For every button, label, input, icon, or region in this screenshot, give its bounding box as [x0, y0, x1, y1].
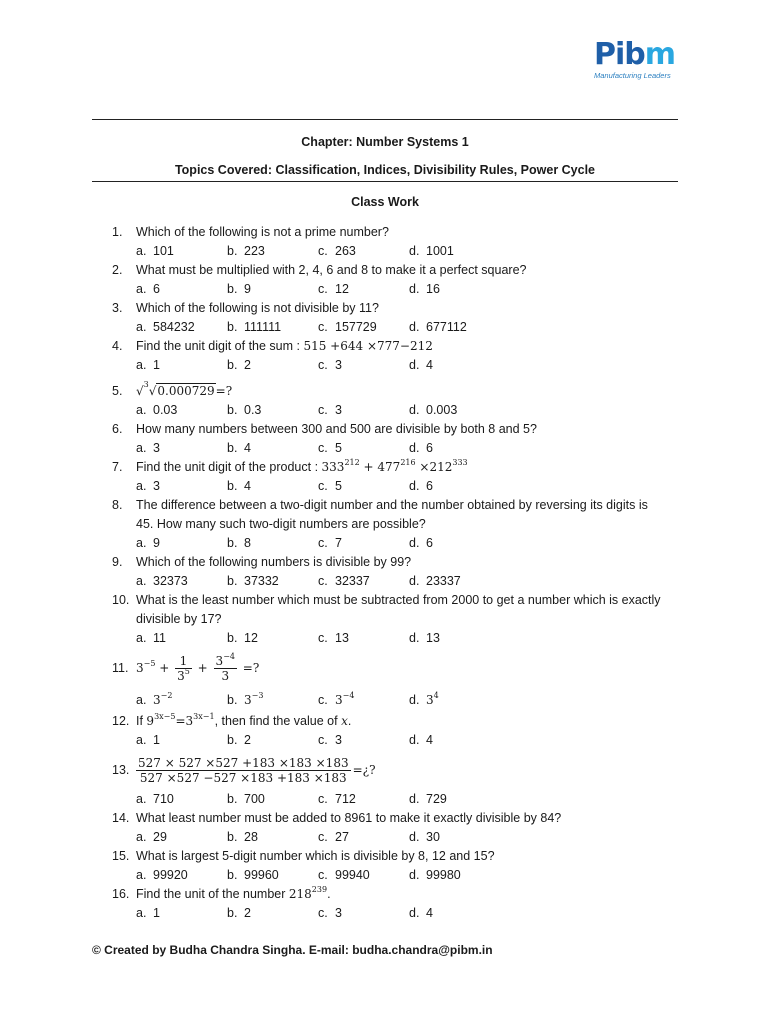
footer-credit: © Created by Budha Chandra Singha. E-mail: budha.chandra@pibm.in	[92, 943, 493, 957]
question-text: Which of the following numbers is divisible by 99?	[136, 555, 412, 569]
option-c: c. 5	[318, 441, 342, 455]
question-number: 3.	[112, 301, 123, 315]
option-d: d. 6	[409, 479, 433, 493]
question-text: Find the unit digit of the product :	[136, 460, 322, 474]
option-row	[136, 477, 682, 496]
option-a: a. 6	[136, 282, 160, 296]
option-b: b. 4	[227, 441, 251, 455]
option-b: b. 4	[227, 479, 251, 493]
question-text: How many numbers between 300 and 500 are divisible by both 8 and 5?	[136, 422, 537, 436]
option-d: d. $3^4$	[409, 691, 439, 707]
option-d: d. 99980	[409, 868, 461, 882]
option-b: b. 2	[227, 358, 251, 372]
math-expression: √$^3$√0.000729=?	[136, 380, 233, 398]
section-title: Class Work	[351, 195, 419, 209]
option-c: c. 3	[318, 733, 342, 747]
question-text: Find the unit digit of the sum :	[136, 339, 304, 353]
question-text: What least number must be added to 8961 to make it exactly divisible by 84?	[136, 811, 562, 825]
question-number: 9.	[112, 555, 123, 569]
question-text: The difference between a two-digit number and the number obtained by reversing its digits is	[136, 498, 648, 512]
option-row	[136, 439, 682, 458]
question-text-continued: 45. How many such two-digit numbers are possible?	[136, 517, 426, 531]
question-number: 2.	[112, 263, 123, 277]
option-c: c. 263	[318, 244, 356, 258]
option-c: c. 7	[318, 536, 342, 550]
option-row	[136, 534, 682, 553]
question-text: If	[136, 714, 147, 728]
option-c: c. $3^{-4}$	[318, 691, 355, 707]
option-row	[136, 629, 682, 648]
option-d: d. 0.003	[409, 403, 458, 417]
option-a: a. 9	[136, 536, 160, 550]
option-a: a. 0.03	[136, 403, 178, 417]
option-row	[136, 790, 682, 809]
question-number: 14.	[112, 811, 130, 825]
option-b: b. 37332	[227, 574, 279, 588]
question-2	[112, 261, 682, 299]
math-expression: $333^{212} + 477^{216} \times 212^{333}$	[321, 458, 468, 474]
top-rule	[92, 119, 678, 120]
option-a: a. 32373	[136, 574, 188, 588]
option-b: b. $3^{-3}$	[227, 691, 264, 707]
option-row	[136, 356, 682, 375]
question-3	[112, 299, 682, 337]
question-12: 12. If $9^{3x-5}=3^{3x-1}$, then find the value of x. a. 1 b. 2 c. 3 d. 4	[112, 712, 682, 750]
option-d: d. 23337	[409, 574, 461, 588]
question-number: 10.	[112, 593, 130, 607]
option-a: a. 3	[136, 441, 160, 455]
option-row	[136, 688, 682, 712]
question-number: 15.	[112, 849, 130, 863]
option-row	[136, 242, 682, 261]
question-7	[112, 458, 682, 496]
question-13	[112, 750, 682, 809]
option-row	[136, 731, 682, 750]
question-8	[112, 496, 682, 553]
question-6	[112, 420, 682, 458]
option-c: c. 13	[318, 631, 349, 645]
question-text: Which of the following is not divisible by 11?	[136, 301, 379, 315]
question-number: 7.	[112, 460, 123, 474]
question-number: 8.	[112, 498, 123, 512]
question-list	[112, 223, 682, 923]
question-text: What is largest 5-digit number which is divisible by 8, 12 and 15?	[136, 849, 495, 863]
option-a: a. 3	[136, 479, 160, 493]
question-text: What must be multiplied with 2, 4, 6 and 8 to make it a perfect square?	[136, 263, 527, 277]
option-row	[136, 866, 682, 885]
question-number: 13.	[112, 762, 130, 777]
option-d: d. 16	[409, 282, 440, 296]
question-1	[112, 223, 682, 261]
question-15	[112, 847, 682, 885]
option-b: b. 8	[227, 536, 251, 550]
question-5	[112, 375, 682, 420]
option-b: b. 12	[227, 631, 258, 645]
math-expression: $9^{3x-5}=3^{3x-1}$	[146, 712, 215, 728]
option-a: a. $3^{-2}$	[136, 691, 173, 707]
option-d: d. 729	[409, 792, 447, 806]
question-10	[112, 591, 682, 648]
pibm-logo	[594, 37, 676, 80]
option-d: d. 4	[409, 733, 433, 747]
logo-text-b: m	[644, 37, 676, 72]
option-c: c. 12	[318, 282, 349, 296]
option-b: b. 2	[227, 733, 251, 747]
logo-tagline: Manufacturing Leaders	[594, 71, 671, 80]
option-c: c. 3	[318, 358, 342, 372]
option-b: b. 99960	[227, 868, 279, 882]
question-number: 1.	[112, 225, 123, 239]
math-expression: 515 +644 ×777−212	[303, 339, 433, 353]
option-d: d. 6	[409, 441, 433, 455]
option-b: b. 28	[227, 830, 258, 844]
question-number: 11.	[112, 660, 129, 675]
option-c: c. 3	[318, 403, 342, 417]
option-b: b. 223	[227, 244, 265, 258]
logo-text-a: Pib	[594, 37, 645, 72]
question-number: 5.	[112, 384, 123, 398]
question-text: Which of the following is not a prime number?	[136, 225, 389, 239]
option-row	[136, 318, 682, 337]
option-c: c. 27	[318, 830, 349, 844]
question-number: 4.	[112, 339, 123, 353]
option-a: a. 584232	[136, 320, 195, 334]
option-a: a. 29	[136, 830, 167, 844]
question-number: 16.	[112, 887, 130, 901]
option-c: c. 32337	[318, 574, 370, 588]
option-a: a. 1	[136, 733, 160, 747]
math-expression: $218^{239}$	[288, 885, 328, 901]
option-b: b. 700	[227, 792, 265, 806]
option-a: a. 1	[136, 358, 160, 372]
option-a: a. 1	[136, 906, 160, 920]
option-b: b. 111111	[227, 320, 282, 334]
option-d: d. 30	[409, 830, 440, 844]
option-row	[136, 401, 682, 420]
question-number: 6.	[112, 422, 123, 436]
option-a: a. 710	[136, 792, 174, 806]
option-c: c. 712	[318, 792, 356, 806]
question-number: 12.	[112, 714, 130, 728]
math-expression: $3^{-5}$ + $\frac{1}{3^5}$ + $\frac{3^{-4}}{3}$ =?	[136, 651, 260, 683]
option-c: c. 3	[318, 906, 342, 920]
question-11	[112, 648, 682, 712]
option-row	[136, 828, 682, 847]
option-row	[136, 280, 682, 299]
option-a: a. 11	[136, 631, 166, 645]
option-b: b. 2	[227, 906, 251, 920]
option-row	[136, 904, 682, 923]
option-a: a. 101	[136, 244, 174, 258]
option-b: b. 0.3	[227, 403, 262, 417]
question-14	[112, 809, 682, 847]
header-rule	[92, 181, 678, 182]
question-text-continued: divisible by 17?	[136, 612, 222, 626]
option-d: d. 1001	[409, 244, 454, 258]
option-row	[136, 572, 682, 591]
question-text: Find the unit of the number	[136, 887, 289, 901]
option-d: d. 13	[409, 631, 440, 645]
question-4	[112, 337, 682, 375]
option-c: c. 5	[318, 479, 342, 493]
math-expression: $\frac{527 \times 527 \times 527 +183 \times 183 \times 183}{527 \times 527 -527 \times 183 +183 \times 183}$ =¿?	[138, 755, 376, 785]
option-c: c. 99940	[318, 868, 370, 882]
chapter-title: Chapter: Number Systems 1	[301, 135, 469, 149]
option-c: c. 157729	[318, 320, 377, 334]
option-d: d. 4	[409, 358, 433, 372]
question-text: What is the least number which must be subtracted from 2000 to get a number which is exactly	[136, 593, 661, 607]
topics-line: Topics Covered: Classification, Indices, Divisibility Rules, Power Cycle	[174, 163, 596, 177]
option-d: d. 6	[409, 536, 433, 550]
option-b: b. 9	[227, 282, 251, 296]
option-d: d. 4	[409, 906, 433, 920]
option-d: d. 677112	[409, 320, 467, 334]
question-9	[112, 553, 682, 591]
question-16: 16. Find the unit of the number $218^{239}$. a. 1 b. 2 c. 3 d. 4	[112, 885, 682, 923]
question-text-b: , then find the value of	[214, 714, 342, 728]
option-a: a. 99920	[136, 868, 188, 882]
